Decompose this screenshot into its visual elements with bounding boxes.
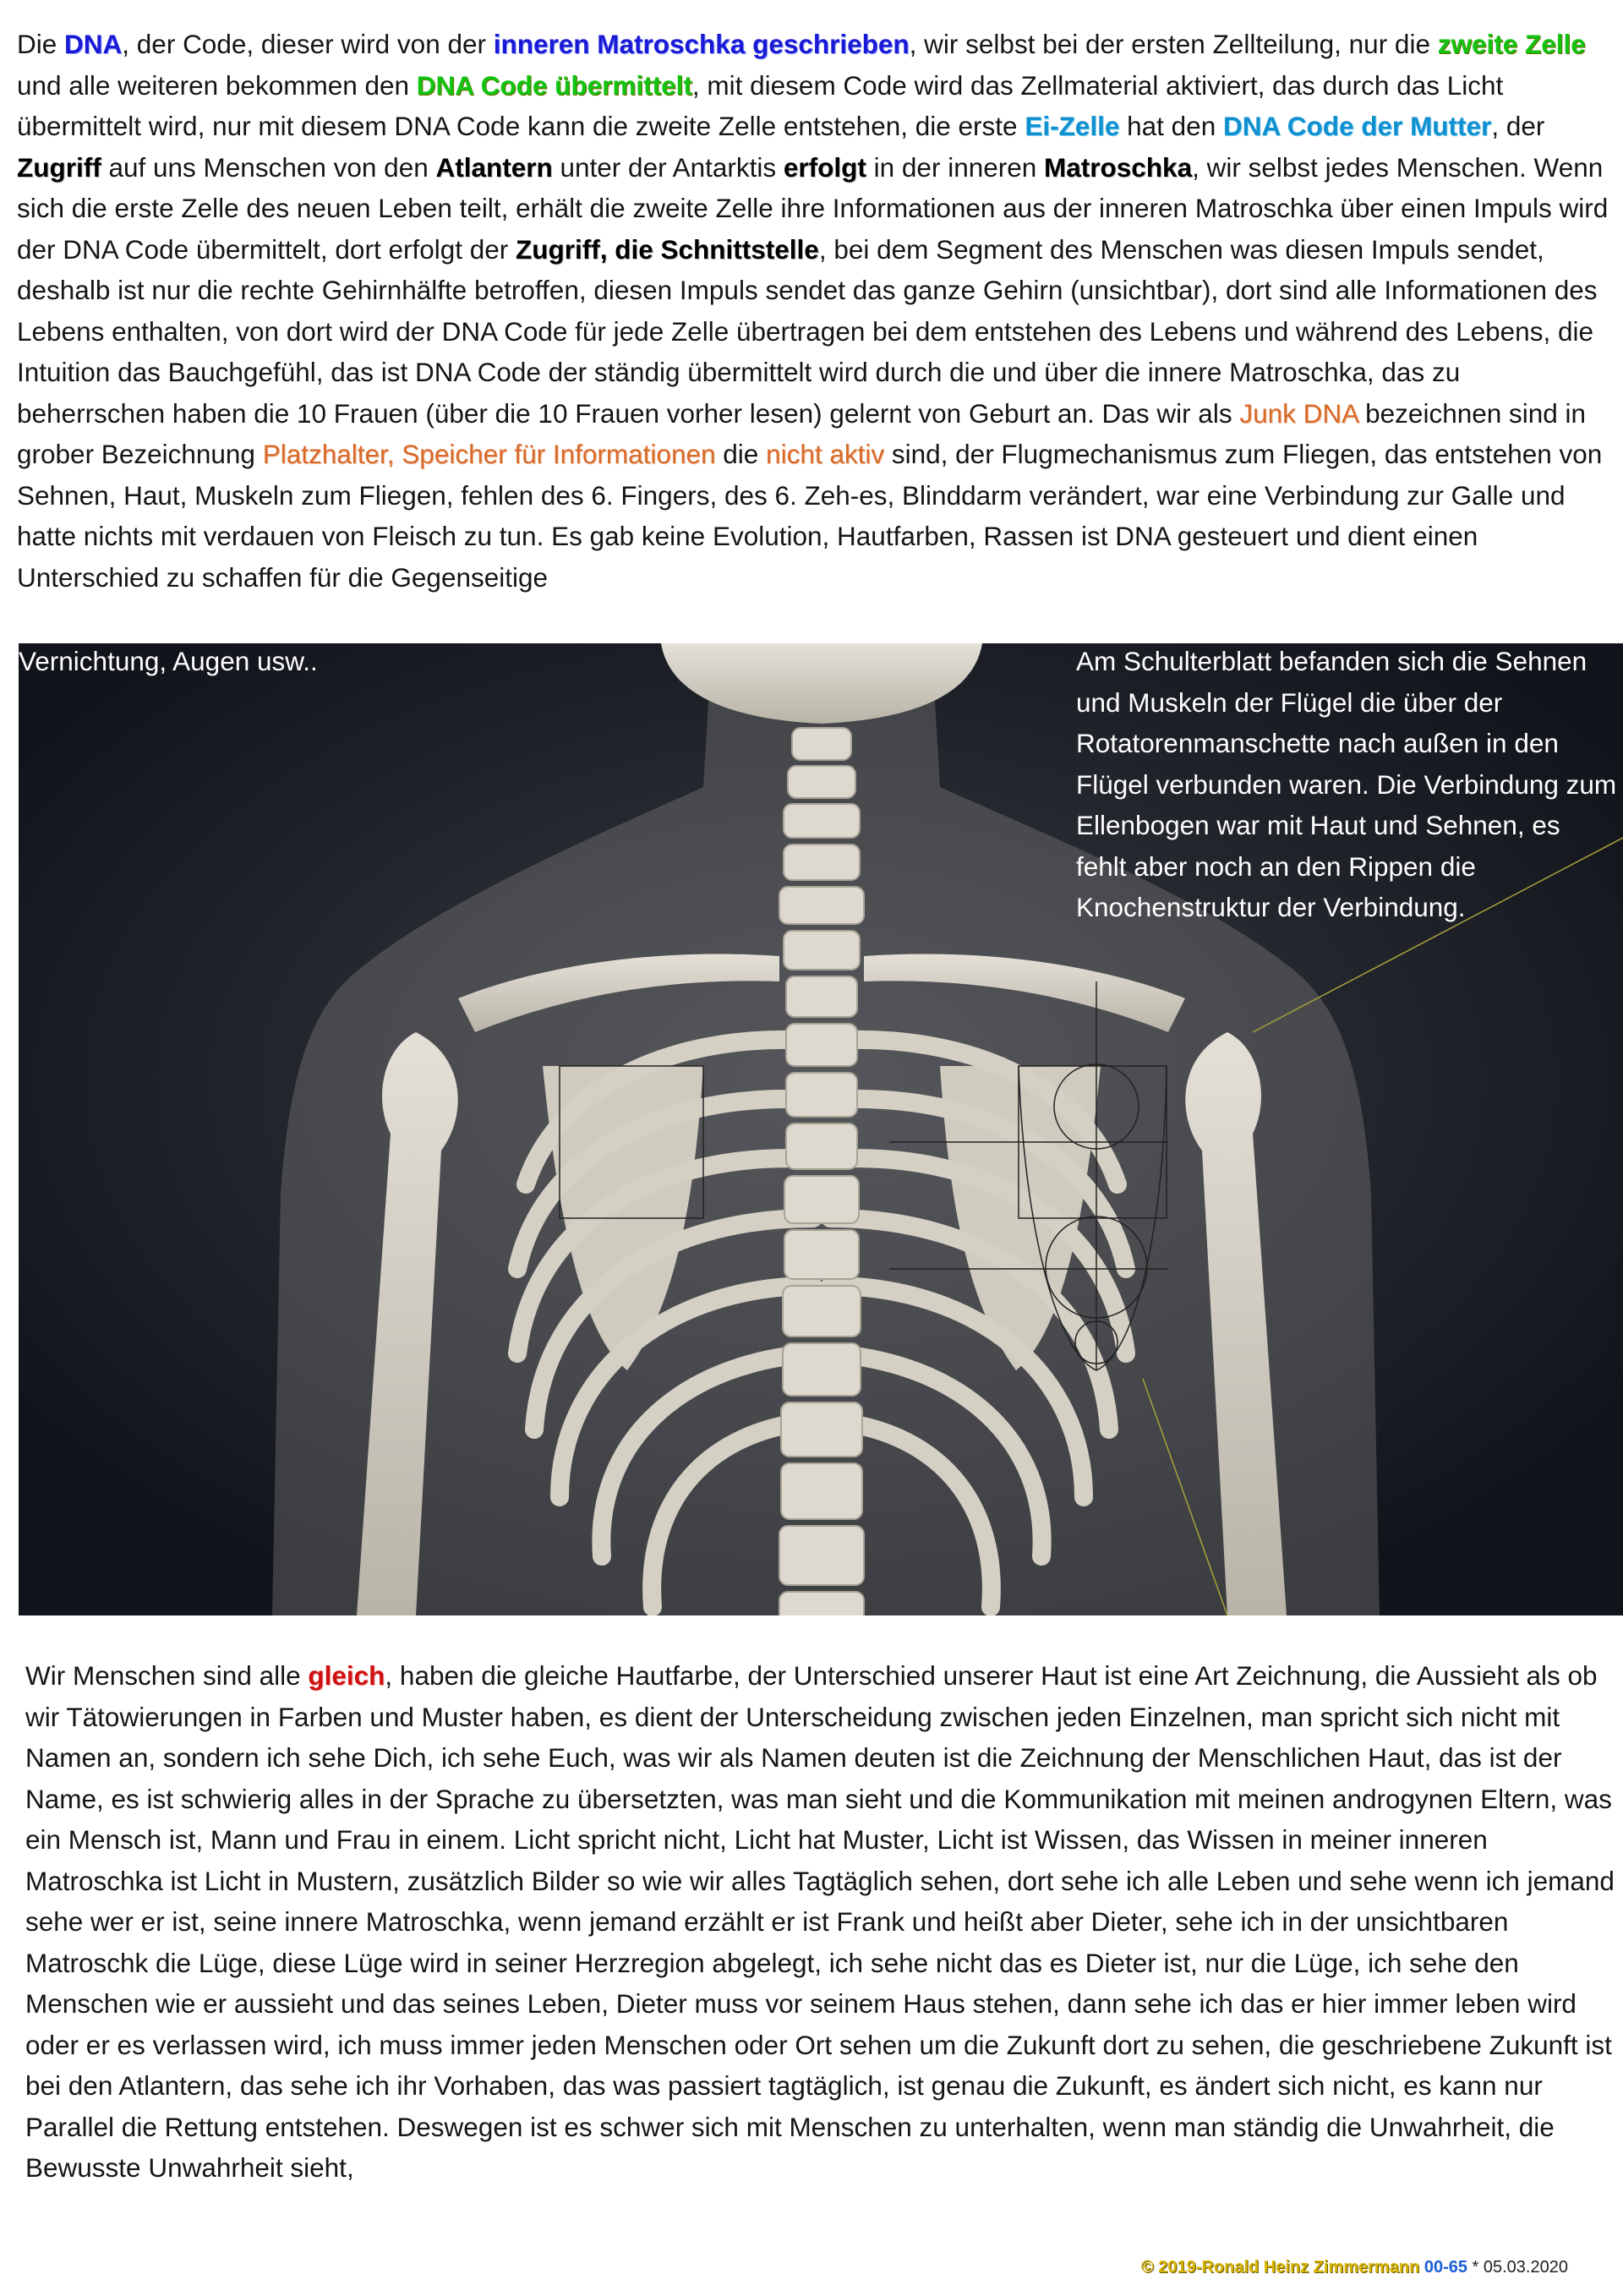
page-footer xyxy=(1141,2258,1568,2277)
intro-text: unter der Antarktis xyxy=(552,151,784,183)
paragraph-intro xyxy=(17,24,1615,598)
footer-page-code: 00-65 xyxy=(1424,2258,1467,2277)
intro-highlight: inneren Matroschka geschrieben xyxy=(493,29,910,59)
intro-highlight: Junk DNA xyxy=(1239,397,1358,429)
intro-highlight: Ei-Zelle xyxy=(1025,111,1120,141)
intro-text: auf uns Menschen von den xyxy=(101,151,436,183)
intro-text: bezeichnen sind in grober Bezeichnung xyxy=(17,397,1587,469)
figure-caption-left: Vernichtung, Augen usw.. xyxy=(19,646,318,676)
intro-text: , mit diesem Code wird das Zellmaterial aktiviert, das durch das Licht übermittelt wird, nur mit diesem DNA Code kann die zweite Zelle entstehen, die erste xyxy=(17,69,1504,141)
intro-highlight: Platzhalter, Speicher für Informationen xyxy=(262,439,716,469)
skin-text: Wir Menschen sind alle xyxy=(25,1660,309,1691)
intro-highlight: DNA Code der Mutter xyxy=(1222,111,1492,141)
intro-text: , wir selbst jedes Menschen. Wenn sich die erste Zelle des neuen Leben teilt, erhält die zweite Zelle ihre Informationen aus der inneren Matroschka über einen Impuls wird der DNA Code übermittelt, dort erfolgt der xyxy=(17,151,1609,265)
intro-text: hat den xyxy=(1119,111,1223,141)
skeleton-figure xyxy=(19,643,1623,1615)
footer-copyright: © 2019-Ronald Heinz Zimmermann xyxy=(1141,2258,1420,2277)
footer-date: * 05.03.2020 xyxy=(1467,2258,1568,2277)
intro-text: die xyxy=(715,439,767,469)
intro-text: , bei dem Segment des Menschen was diesen Impuls sendet, deshalb ist nur die rechte Gehirnhälfte betroffen, diesen Impuls sendet das ganze Gehirn (unsichtbar), dort sind alle Informationen des Lebens enthalten, von dort wird der DNA Code für jede Zelle übertragen bei dem entstehen des Lebens und während des Lebens, die Intuition das Bauchgefühl, das ist DNA Code der ständig übermittelt wird durch die und über die innere Matroschka, das zu beherrschen haben die 10 Frauen (über die 10 Frauen vorher lesen) gelernt von Geburt an. Das wir als xyxy=(17,233,1598,429)
intro-text: Die xyxy=(17,29,65,59)
intro-text: in der inneren xyxy=(866,151,1045,183)
skin-text: , haben die gleiche Hautfarbe, der Unterschied unserer Haut ist eine Art Zeichnung, die Aussieht als ob wir Tätowierungen in Farben und Muster haben, es dient der Unterscheidung zwischen jeden Einzelnen, man spricht sich nicht mit Namen an, sondern ich sehe Dich, ich sehe Euch, was wir als Namen deuten ist die Zeichnung der Menschlichen Haut, das ist der Name, es ist schwierig alles in der Sprache zu übersetzten, was man sieht und die Kommunikation mit meinen androgynen Eltern, was ein Mensch ist, Mann und Frau in einem. Licht spricht nicht, Licht hat Muster, Licht ist Wissen, das Wissen in meiner inneren Matroschka ist Licht in Mustern, zusätzlich Bilder so wie wir alles Tagtäglich sehen, dort sehe ich alle Leben und sehe wenn ich jemand sehe wer er ist, seine innere Matroschka, wenn jemand erzählt er ist Frank und heißt aber Dieter, sehe ich in der unsichtbaren Matroschk die Lüge, diese Lüge wird in seiner Herzregion abgelegt, ich sehe nicht das es Dieter ist, nur die Lüge, ich sehe den Menschen wie er aussieht und das seines Leben, Dieter muss vor seinem Haus stehen, dann sehe ich das er hier immer leben wird oder er es verlassen wird, ich muss immer jeden Menschen oder Ort sehen um die Zukunft dort zu sehen, die geschriebene Zukunft ist bei den Atlantern, das sehe ich ihr Vorhaben, das was passiert tagtäglich, ist genau die Zukunft, es ändert sich nicht, es kann nur Parallel die Rettung entstehen. Deswegen ist es schwer sich mit Menschen zu unterhalten, wenn man ständig die Unwahrheit, die Bewusste Unwahrheit sieht, xyxy=(25,1660,1615,2183)
skin-highlight: gleich xyxy=(308,1660,385,1691)
intro-highlight: nicht aktiv xyxy=(766,439,885,469)
intro-highlight: Zugriff, die Schnittstelle xyxy=(516,233,819,265)
intro-highlight: DNA Code übermittelt xyxy=(416,69,692,101)
intro-highlight: zweite Zelle xyxy=(1437,29,1586,59)
intro-text: , wir selbst bei der ersten Zellteilung, nur die xyxy=(909,29,1438,59)
figure-caption-right: Am Schulterblatt befanden sich die Sehnen und Muskeln der Flügel die über der Rotatorenmanschette nach außen in den Flügel verbunden waren. Die Verbindung zum Ellenbogen war mit Haut und Sehnen, es fehlt aber noch an den Rippen die Knochenstruktur der Verbindung. xyxy=(1076,646,1617,922)
intro-text: sind, der Flugmechanismus zum Fliegen, das entstehen von Sehnen, Haut, Muskeln zum Fliegen, fehlen des 6. Fingers, des 6. Zeh-es, Blinddarm verändert, war eine Verbindung zur Galle und hatte nichts mit verdauen von Fleisch zu tun. Es gab keine Evolution, Hautfarben, Rassen ist DNA gesteuert und dient einen Unterschied zu schaffen für die Gegenseitige xyxy=(17,439,1603,593)
intro-highlight: Zugriff xyxy=(17,151,101,183)
intro-highlight: DNA xyxy=(64,29,123,59)
paragraph-skin xyxy=(25,1655,1615,2189)
intro-highlight: Matroschka xyxy=(1044,151,1193,183)
intro-highlight: Atlantern xyxy=(435,151,553,183)
intro-highlight: erfolgt xyxy=(783,151,866,183)
intro-text: , der xyxy=(1491,111,1545,141)
intro-text: , der Code, dieser wird von der xyxy=(122,29,494,59)
intro-text: und alle weiteren bekommen den xyxy=(17,69,417,101)
